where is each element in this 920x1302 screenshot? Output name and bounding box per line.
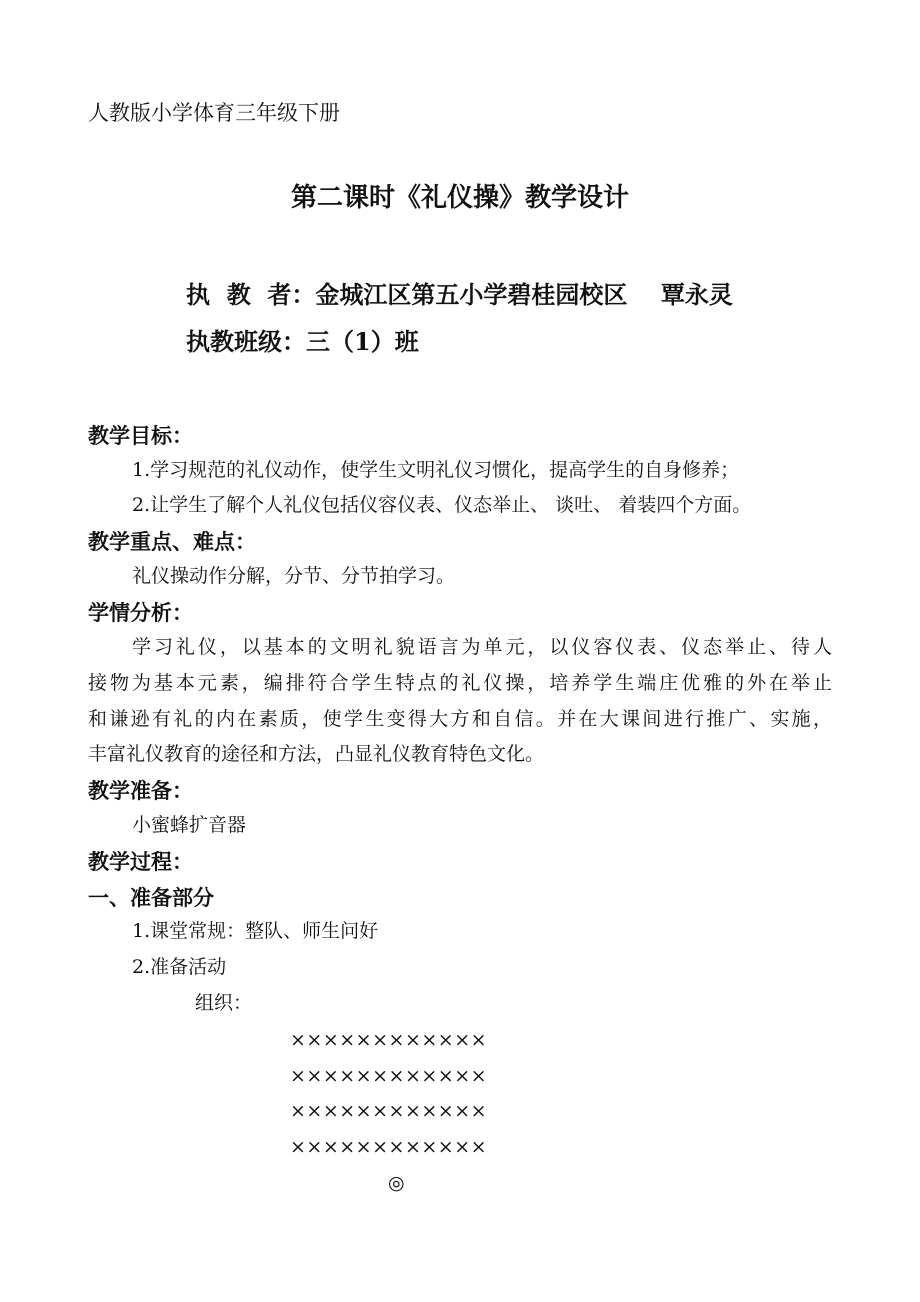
process-heading: 教学过程： [88, 849, 193, 874]
analysis-line: 和谦逊有礼的内在素质，使学生变得大方和自信。并在大课间进行推广、实施， [88, 708, 835, 730]
goal-item-2: 2.让学生了解个人礼仪包括仪容仪表、仪态举止、 谈吐、 着装四个方面。 [132, 494, 752, 516]
analysis-heading: 学情分析： [88, 600, 193, 625]
key-points-text: 礼仪操动作分解，分节、分节拍学习。 [132, 565, 456, 587]
step-item-1: 1.课堂常规：整队、师生问好 [132, 920, 379, 942]
goals-heading: 教学目标： [88, 423, 193, 448]
teacher-position-symbol: ◎ [388, 1172, 405, 1194]
formation-row: ×××××××××××× [290, 1100, 488, 1122]
analysis-line: 接物为基本元素，编排符合学生特点的礼仪操，培养学生端庄优雅的外在举止 [88, 672, 835, 694]
formation-row: ×××××××××××× [290, 1065, 488, 1087]
formation-row: ×××××××××××× [290, 1136, 488, 1158]
document-header: 人教版小学体育三年级下册 [88, 101, 340, 125]
teacher-line: 执 教 者：金城江区第五小学碧桂园校区 覃永灵 [186, 280, 733, 309]
organization-label: 组织： [195, 992, 253, 1014]
analysis-line: 丰富礼仪教育的途径和方法，凸显礼仪教育特色文化。 [88, 743, 545, 765]
goal-item-1: 1.学习规范的礼仪动作，使学生文明礼仪习惯化，提高学生的自身修养； [132, 459, 740, 481]
document-title: 第二课时《礼仪操》教学设计 [290, 183, 629, 213]
formation-row: ×××××××××××× [290, 1029, 488, 1051]
prep-text: 小蜜蜂扩音器 [132, 814, 247, 836]
part-1-heading: 一、准备部分 [88, 885, 214, 910]
key-points-heading: 教学重点、难点： [88, 529, 256, 554]
class-line: 执教班级：三（1）班 [186, 327, 419, 356]
analysis-line: 学习礼仪，以基本的文明礼貌语言为单元，以仪容仪表、仪态举止、待人 [132, 636, 835, 658]
step-item-2: 2.准备活动 [132, 956, 227, 978]
prep-heading: 教学准备： [88, 778, 193, 803]
